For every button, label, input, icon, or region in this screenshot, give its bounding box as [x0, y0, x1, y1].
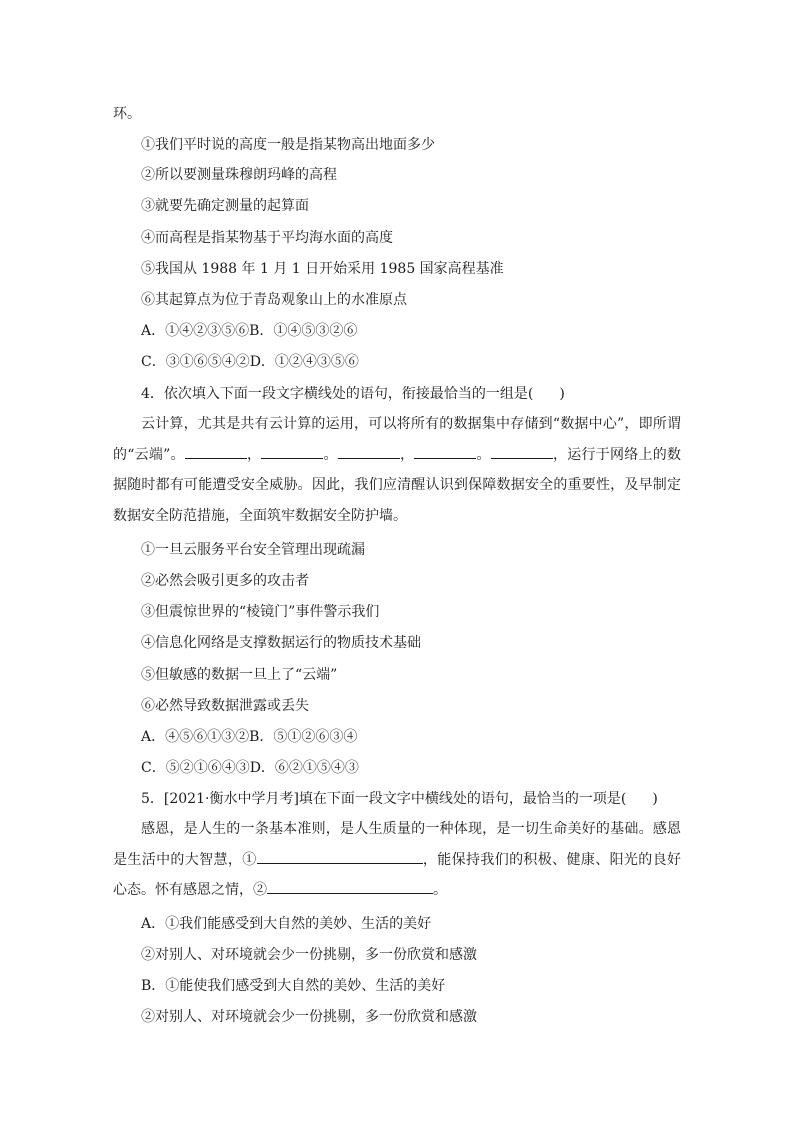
q4-stem-text: 4．依次填入下面一段文字横线处的语句，衔接最恰当的一组是( — [141, 386, 534, 402]
q3-options-ab: A．①④②③⑤⑥B．①④⑤③②⑥ — [141, 323, 358, 339]
q4-passage-tail: ，运行于网络上的数据随时都有可能遭受安全威胁。因此，我们应清醒认识到保障数据安全的重要性，及早制定数据安全防范措施，全面筑牢数据安全防护墙。 — [113, 446, 682, 524]
q5-stem — [141, 789, 711, 809]
q5-passage — [113, 814, 681, 906]
q5-option-a-1: A．①我们能感受到大自然的美妙、生活的美好 — [141, 916, 432, 932]
q5-option-b-2: ②对别人、对环境就会少一份挑剔，多一份欣赏和感激 — [141, 1009, 477, 1025]
q3-sentence-6: ⑥其起算点为位于青岛观象山上的水准原点 — [141, 292, 407, 308]
q5-option-b-1: B．①能使我们感受到大自然的美妙、生活的美好 — [141, 978, 446, 994]
answer-blank — [414, 444, 476, 459]
continuation-text: 环。 — [113, 106, 141, 122]
q5-stem-close: ) — [652, 791, 658, 807]
q5-stem-text: 5．[2021·衡水中学月考]填在下面一段文字中横线处的语句，最恰当的一项是( — [141, 791, 627, 807]
q4-sentence-2: ②必然会吸引更多的攻击者 — [141, 573, 309, 589]
q3-sentence-4: ④而高程是指某物基于平均海水面的高度 — [141, 230, 393, 246]
q4-sentence-5: ⑤但敏感的数据一旦上了“云端” — [141, 667, 338, 683]
q5-passage-lead: 感恩，是人生的一条基本准则，是人生质量的一种体现，是一切生命美好的基础。感恩是生活中的大智慧，① — [113, 821, 681, 868]
q4-stem — [141, 384, 711, 404]
answer-blank — [491, 444, 553, 459]
q3-sentence-1: ①我们平时说的高度一般是指某物高出地面多少 — [141, 137, 435, 153]
q3-options-cd: C．③①⑥⑤④②D．①②④③⑤⑥ — [141, 354, 359, 370]
q4-passage-lead: 云计算，尤其是共有云计算的运用，可以将所有的数据集中存储到“数据中心”，即所谓的“云端”。 — [113, 416, 681, 463]
q3-sentence-2: ②所以要测量珠穆朗玛峰的高程 — [141, 167, 337, 183]
q4-sentence-4: ④信息化网络是支撑数据运行的物质技术基础 — [141, 635, 421, 651]
q4-options-cd: C．⑤②①⑥④③D．⑥②①⑤④③ — [141, 760, 359, 776]
answer-blank — [185, 444, 247, 459]
q4-sentence-1: ①一旦云服务平台安全管理出现疏漏 — [141, 542, 365, 558]
q4-sentence-6: ⑥必然导致数据泄露或丢失 — [141, 698, 309, 714]
q4-sep-4: 。 — [476, 446, 491, 463]
q4-sep-3: ， — [399, 446, 415, 463]
answer-blank — [338, 444, 400, 459]
q4-stem-close: ) — [559, 386, 565, 402]
answer-blank — [257, 849, 423, 864]
q4-sentence-3: ③但震惊世界的“棱镜门”事件警示我们 — [141, 604, 380, 620]
q5-option-a-2: ②对别人、对环境就会少一份挑剔，多一份欣赏和感激 — [141, 947, 477, 963]
answer-blank — [261, 444, 323, 459]
q3-sentence-5: ⑤我国从 1988 年 1 月 1 日开始采用 1985 国家高程基准 — [141, 261, 504, 277]
q4-options-ab: A．④⑤⑥①③②B．⑤①②⑥③④ — [141, 729, 358, 745]
q4-passage — [113, 409, 681, 531]
q4-sep-2: 。 — [323, 446, 338, 463]
q5-passage-mid: ，能保持我们的积极、健康、阳光的良好心态。怀有感恩之情，② — [113, 851, 682, 898]
answer-blank — [267, 879, 433, 894]
q4-sep-1: ， — [246, 446, 262, 463]
q5-passage-end: 。 — [433, 882, 447, 898]
q3-sentence-3: ③就要先确定测量的起算面 — [141, 198, 309, 214]
